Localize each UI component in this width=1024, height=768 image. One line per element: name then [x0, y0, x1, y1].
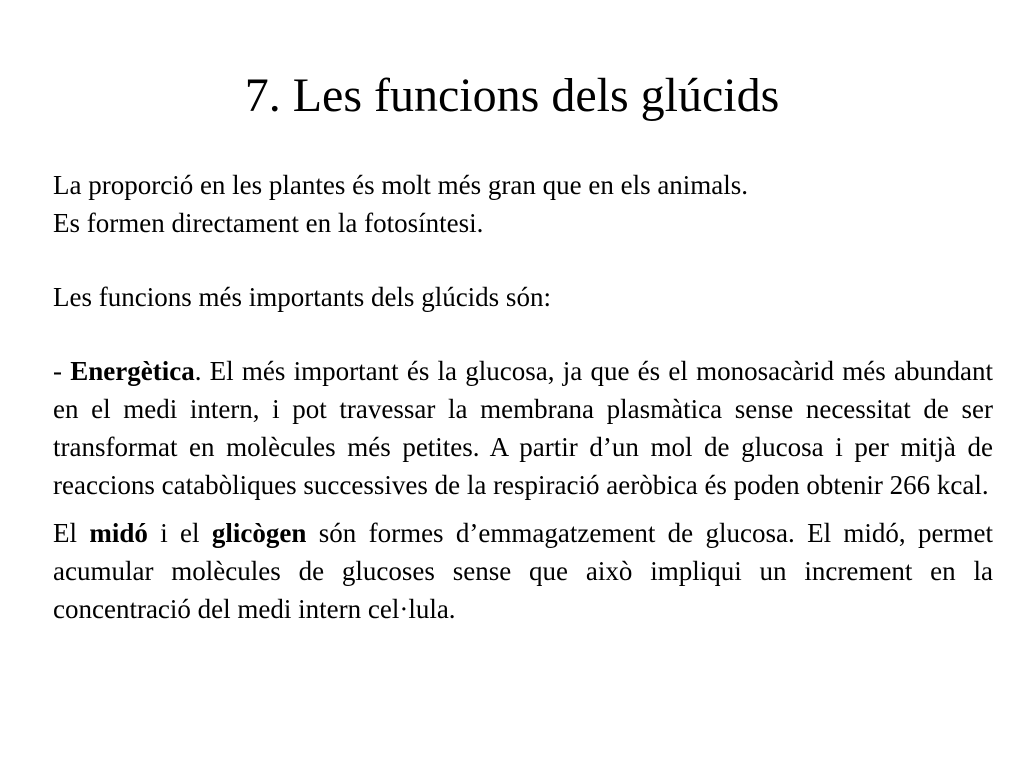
term-energetica: Energètica — [70, 356, 195, 386]
slide-title: 7. Les funcions dels glúcids — [244, 69, 780, 122]
bullet-dash: - — [53, 356, 71, 386]
term-mido: midó — [89, 518, 148, 548]
spacer — [53, 504, 993, 514]
storage-text-3: són formes d’emmagatzement de glucosa. El midó, permet acumular molècules de glucoses sense que això impliqui un increment en la concentració del medi intern cel·lula. — [53, 518, 993, 624]
functions-heading: Les funcions més importants dels glúcids són: — [53, 282, 551, 312]
spacer — [53, 316, 993, 352]
intro-paragraph — [53, 166, 993, 242]
energetica-text: . El més important és la glucosa, ja que és el monosacàrid més abundant en el medi intern, i pot travessar la membrana plasmàtica sense necessitat de ser transformat en molècules més petites. A partir d’un mol de glucosa i per mitjà de reaccions catabòliques successives de la respiració aeròbica és poden obtenir 266 kcal. — [53, 356, 993, 500]
intro-line-2: Es formen directament en la fotosíntesi. — [53, 208, 484, 238]
energetica-paragraph — [53, 352, 993, 504]
storage-text-1: El — [53, 518, 90, 548]
slide-body — [53, 166, 993, 628]
intro-line-1: La proporció en les plantes és molt més gran que en els animals. — [53, 170, 749, 200]
term-glicogen: glicògen — [211, 518, 307, 548]
storage-text-2: i el — [147, 518, 212, 548]
spacer — [53, 242, 993, 278]
storage-paragraph — [53, 514, 993, 628]
